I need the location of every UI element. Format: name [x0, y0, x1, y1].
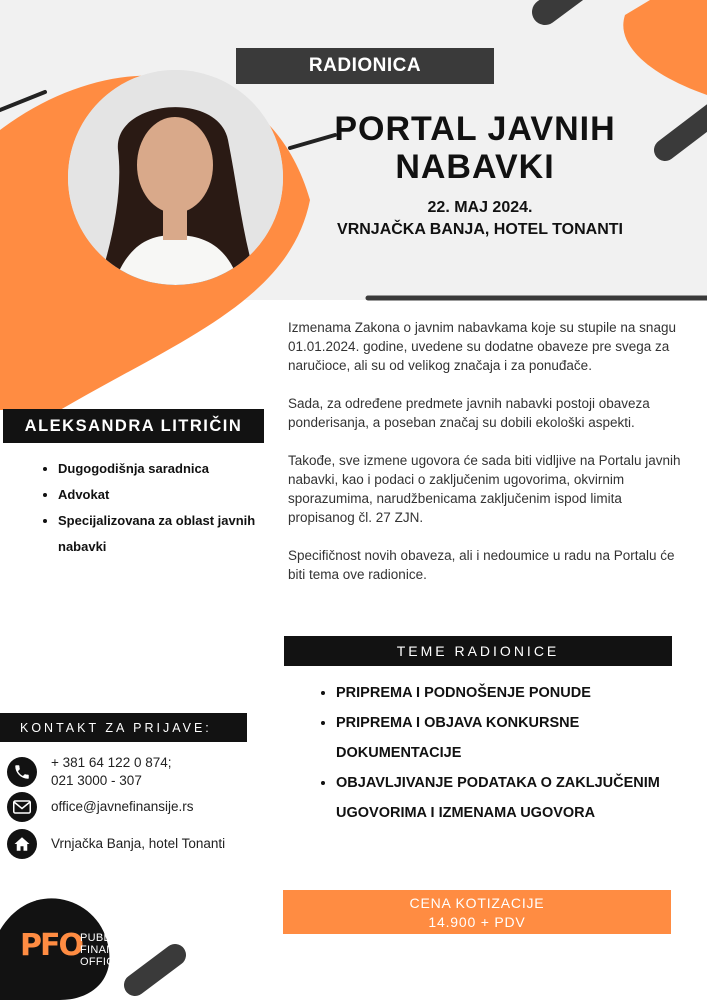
dark-pill-right [665, 112, 707, 150]
event-location: VRNJAČKA BANJA, HOTEL TONANTI [337, 221, 623, 238]
phone-icon [7, 757, 37, 787]
speaker-credentials [36, 456, 288, 560]
email-icon [7, 792, 37, 822]
speaker-name: ALEKSANDRA LITRIČIN [3, 409, 264, 443]
intro-text [288, 318, 688, 603]
intro-paragraph: Izmenama Zakona o javnim nabavkama koje su stupile na snagu 01.01.2024. godine, uvedene su dodatne obaveze pre svega za naručioce, ali su od velikog značaja i za ponuđače. [288, 320, 676, 373]
intro-paragraph: Sada, za određene predmete javnih nabavki postoji obaveza ponderisanja, a poseban značaj su dobili ekološki aspekti. [288, 396, 650, 430]
list-item: • OBJAVLJIVANJE PODATAKA O ZAKLJUČENIM UGOVORIMA I IZMENAMA UGOVORA [336, 768, 676, 828]
dark-pill-bottom [135, 955, 175, 985]
contact-phone [7, 754, 172, 790]
list-item: • PRIPREMA I PODNOŠENJE PONUDE [336, 678, 676, 708]
logo-line-2: FINANCE [80, 944, 131, 956]
email-link[interactable]: office@javnefinansije.rs [51, 799, 194, 814]
event-type-badge: RADIONICA [236, 48, 494, 84]
topics-heading: TEME RADIONICE [284, 636, 672, 666]
list-item: • PRIPREMA I OBJAVA KONKURSNE DOKUMENTACIJE [336, 708, 676, 768]
topics-list [318, 678, 676, 828]
contact-heading: KONTAKT ZA PRIJAVE: [0, 713, 247, 742]
logo-mark: PFO [20, 928, 82, 963]
price-box [283, 890, 671, 934]
contact-email [7, 792, 194, 822]
dark-pill-top [545, 0, 595, 12]
list-item: • Specijalizovana za oblast javnih nabavki [58, 508, 288, 560]
speaker-photo [68, 70, 283, 285]
intro-paragraph: Takođe, sve izmene ugovora će sada biti vidljive na Portalu javnih nabavki, kao i podaci o zaključenim ugovorima, okvirnim sporazumima, narudžbenicama zaključenim ispod limita propisanog čl. 27 ZJN. [288, 453, 681, 525]
event-date: 22. MAJ 2024. [427, 199, 533, 216]
list-item: • Advokat [58, 482, 288, 508]
orange-blob-top-right [623, 0, 707, 95]
contact-address [7, 829, 225, 859]
phone-number-2[interactable]: 021 3000 - 307 [51, 773, 142, 788]
intro-paragraph: Specifičnost novih obaveza, ali i nedoumice u radu na Portalu će biti tema ove radionice. [288, 548, 675, 582]
home-icon [7, 829, 37, 859]
title-line-2: NABAVKI [395, 148, 555, 186]
event-date-location [300, 197, 660, 241]
logo-line-3: OFFICE [80, 956, 123, 968]
price-label: CENA KOTIZACIJE [409, 895, 545, 911]
contact-phone-text [51, 754, 172, 790]
logo-line-1: PUBLIC [80, 932, 122, 944]
title-line-1: PORTAL JAVNIH [334, 110, 616, 148]
price-value: 14.900 + PDV [428, 914, 526, 930]
phone-number-1[interactable]: + 381 64 122 0 874; [51, 755, 172, 770]
address-text: Vrnjačka Banja, hotel Tonanti [51, 836, 226, 851]
event-title [300, 110, 650, 186]
list-item: • Dugogodišnja saradnica [58, 456, 288, 482]
logo-text [80, 932, 130, 968]
